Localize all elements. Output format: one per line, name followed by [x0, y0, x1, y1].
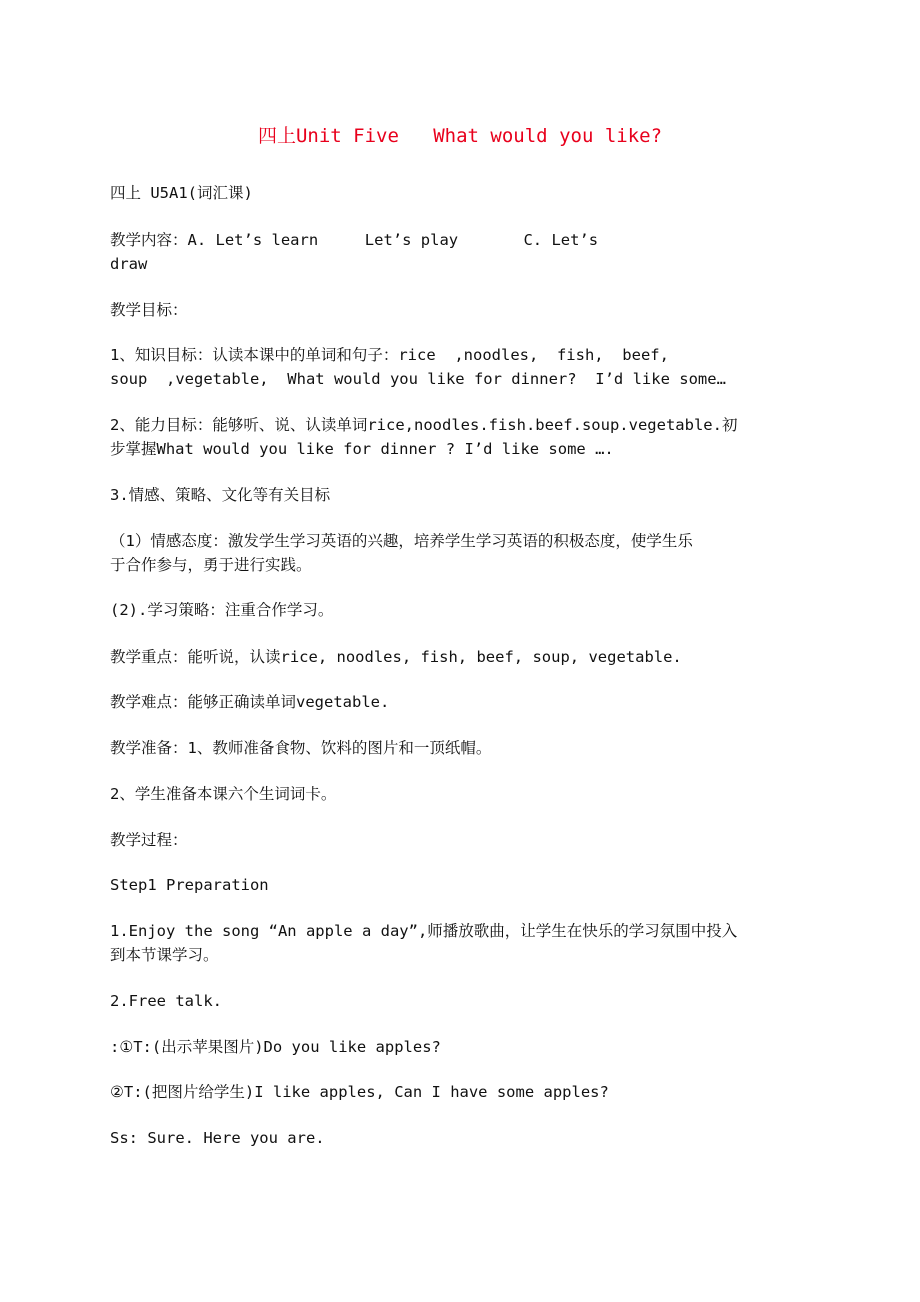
- free-talk-heading: 2.Free talk.: [110, 992, 222, 1010]
- key-points-line: 教学重点：能听说，认读rice, noodles, fish, beef, soup, vegetable.: [110, 648, 682, 666]
- emotion-goal-heading: 3.情感、策略、文化等有关目标: [110, 486, 331, 504]
- attitude-line-2: 于合作参与，勇于进行实践。: [110, 556, 312, 574]
- dialogue-line-3: Ss: Sure. Here you are.: [110, 1129, 325, 1147]
- document-title: 四上Unit Five What would you like?: [257, 125, 663, 147]
- teaching-content-line-1: 教学内容：A. Let’s learn Let’s play C. Let’s: [110, 231, 599, 249]
- song-line-2: 到本节课学习。: [110, 946, 219, 964]
- preparation-line-2: 2、学生准备本课六个生词词卡。: [110, 785, 337, 803]
- lesson-code: 四上 U5A1(词汇课): [110, 184, 253, 202]
- dialogue-line-1: :①T:(出示苹果图片)Do you like apples?: [110, 1038, 441, 1056]
- song-line-1: 1.Enjoy the song “An apple a day”,师播放歌曲，让学生在快乐的学习氛围中投入: [110, 922, 738, 940]
- teaching-goals-heading: 教学目标：: [110, 301, 188, 319]
- knowledge-goal-line-1: 1、知识目标：认读本课中的单词和句子：rice ,noodles, fish, beef,: [110, 346, 669, 364]
- ability-goal-line-1: 2、能力目标：能够听、说、认读单词rice,noodles.fish.beef.soup.vegetable.初: [110, 416, 738, 434]
- knowledge-goal-line-2: soup ,vegetable, What would you like for dinner? I’d like some…: [110, 370, 726, 388]
- process-heading: 教学过程：: [110, 831, 188, 849]
- dialogue-line-2: ②T:(把图片给学生)I like apples, Can I have some apples?: [110, 1083, 609, 1101]
- step1-heading: Step1 Preparation: [110, 876, 269, 894]
- preparation-line-1: 教学准备：1、教师准备食物、饮料的图片和一顶纸帽。: [110, 739, 492, 757]
- teaching-content-line-2: draw: [110, 255, 148, 273]
- attitude-line-1: （1）情感态度：激发学生学习英语的兴趣，培养学生学习英语的积极态度，使学生乐: [110, 532, 693, 550]
- ability-goal-line-2: 步掌握What would you like for dinner ? I’d like some ….: [110, 440, 614, 458]
- strategy-line: (2).学习策略：注重合作学习。: [110, 601, 334, 619]
- difficult-points-line: 教学难点：能够正确读单词vegetable.: [110, 693, 390, 711]
